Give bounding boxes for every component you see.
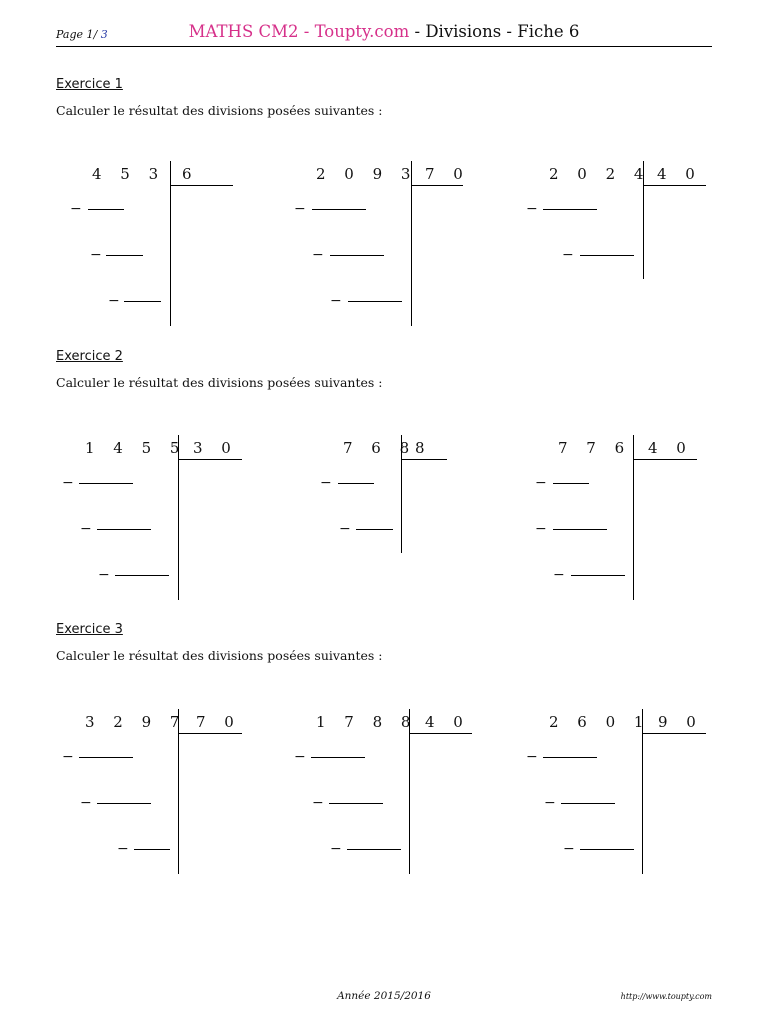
dividend: 4 5 3 (92, 165, 166, 183)
dividend: 2 0 2 4 (549, 165, 651, 183)
page-label: Page 1/ (56, 28, 98, 41)
division-bar-horizontal (409, 733, 472, 734)
dividend: 7 6 8 (343, 439, 417, 457)
division-bar-vertical (643, 161, 644, 279)
division-bar-vertical (401, 435, 402, 553)
footer-url-link[interactable]: http://www.toupty.com (620, 992, 712, 1001)
divisor: 4 0 (657, 165, 702, 183)
dividend: 3 2 9 7 (85, 713, 187, 731)
division-bar-horizontal (178, 733, 242, 734)
exercise-2-title: Exercice 2 (56, 349, 123, 364)
divisor: 7 0 (196, 713, 241, 731)
dividend: 1 7 8 8 (316, 713, 418, 731)
divisor: 4 0 (648, 439, 693, 457)
division-bar-horizontal (170, 185, 233, 186)
page-total-link[interactable]: 3 (100, 28, 108, 41)
divisor: 9 0 (658, 713, 703, 731)
divisor: 8 (415, 439, 432, 457)
exercise-1-title: Exercice 1 (56, 77, 123, 92)
exercise-1-instruction: Calculer le résultat des divisions posées suivantes : (56, 103, 383, 118)
exercise-2-instruction: Calculer le résultat des divisions posées suivantes : (56, 375, 383, 390)
page-header (56, 22, 712, 47)
divisor: 4 0 (425, 713, 470, 731)
dividend: 1 4 5 5 (85, 439, 187, 457)
exercise-3-title: Exercice 3 (56, 622, 123, 637)
divisor: 6 (182, 165, 199, 183)
division-bar-horizontal (633, 459, 697, 460)
division-bar-horizontal (401, 459, 447, 460)
footer-year: Année 2015/2016 (337, 990, 431, 1002)
division-bar-horizontal (643, 185, 706, 186)
dividend: 2 6 0 1 (549, 713, 651, 731)
dividend: 2 0 9 3 (316, 165, 418, 183)
division-bar-horizontal (178, 459, 242, 460)
title-brand: MATHS CM2 - Toupty.com (188, 22, 410, 41)
divisor: 7 0 (425, 165, 470, 183)
divisor: 3 0 (193, 439, 238, 457)
division-bar-horizontal (411, 185, 463, 186)
exercise-3-instruction: Calculer le résultat des divisions posées suivantes : (56, 648, 383, 663)
page-title (56, 22, 712, 41)
title-topic: - Divisions - Fiche 6 (409, 22, 580, 41)
dividend: 7 7 6 (558, 439, 632, 457)
division-bar-horizontal (642, 733, 706, 734)
